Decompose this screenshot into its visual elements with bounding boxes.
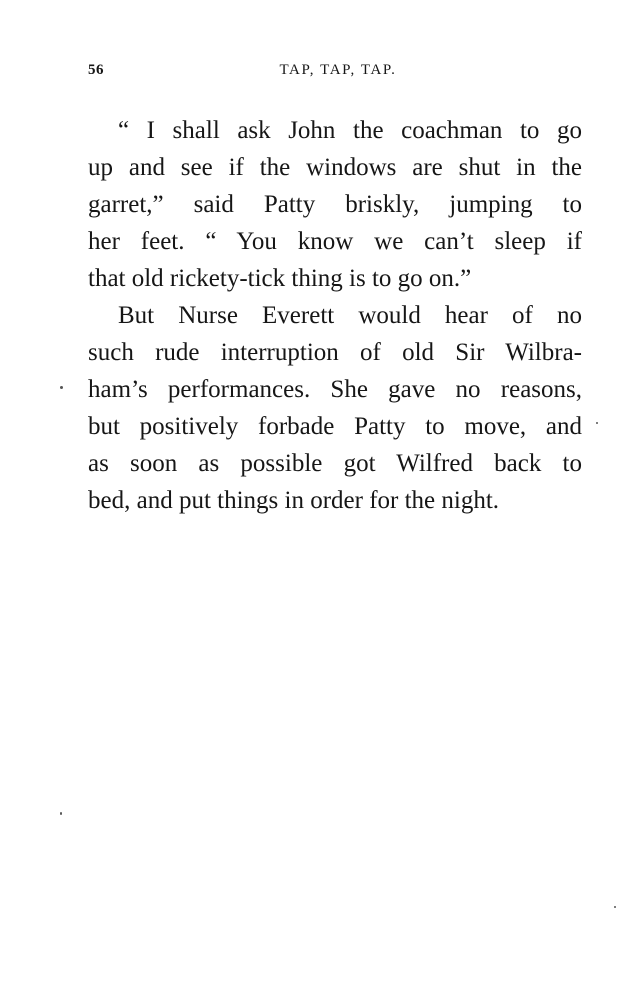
- text-line: as soon as possible got Wilfred back to: [88, 450, 582, 477]
- print-speck: [60, 386, 63, 389]
- text-line: that old rickety-tick thing is to go on.”: [88, 265, 472, 292]
- text-line: garret,” said Patty briskly, jumping to: [88, 191, 582, 218]
- paragraph-1: [88, 112, 582, 297]
- paragraph-2: [88, 297, 582, 519]
- running-title: TAP, TAP, TAP.: [279, 62, 397, 78]
- page-number: 56: [88, 62, 104, 78]
- text-line: but positively forbade Patty to move, and: [88, 413, 582, 440]
- text-line: “ I shall ask John the coachman to go: [118, 117, 582, 144]
- text-line: up and see if the windows are shut in the: [88, 154, 582, 181]
- print-speck: [596, 422, 598, 424]
- text-line: such rude interruption of old Sir Wilbra-: [88, 339, 582, 366]
- print-speck: [60, 812, 62, 815]
- text-line: bed, and put things in order for the night.: [88, 487, 500, 514]
- text-line: her feet. “ You know we can’t sleep if: [88, 228, 582, 255]
- running-head: [88, 62, 580, 86]
- body-text: [88, 112, 582, 519]
- text-line: ham’s performances. She gave no reasons,: [88, 376, 582, 403]
- text-line: But Nurse Everett would hear of no: [118, 302, 582, 329]
- print-speck: [614, 906, 616, 908]
